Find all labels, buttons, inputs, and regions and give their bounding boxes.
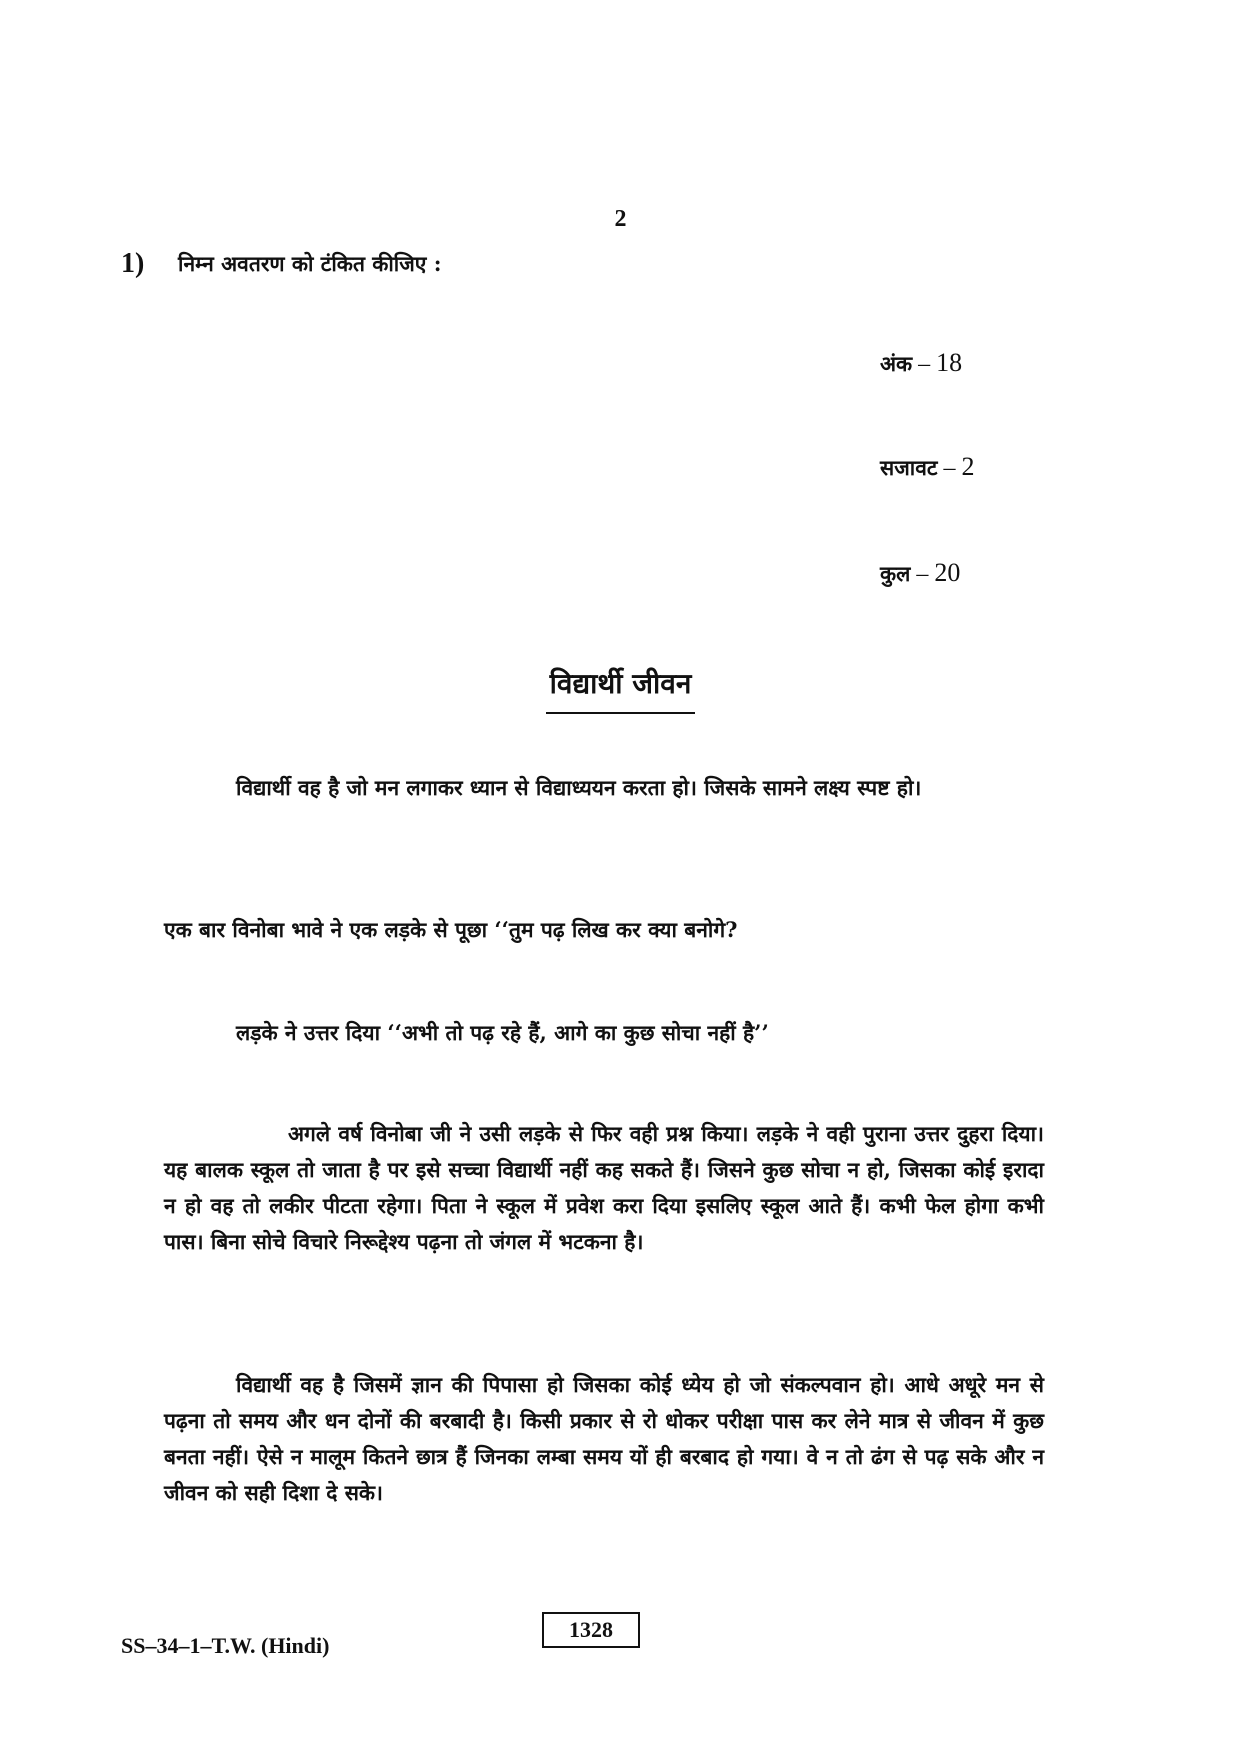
marks-label: सजावट: [880, 455, 938, 480]
paragraph: अगले वर्ष विनोबा जी ने उसी लड़के से फिर वही प्रश्न किया। लड़के ने वही पुराना उत्तर दुहरा दिया। यह बालक स्कूल तो जाता है पर इसे सच्चा विद्यार्थी नहीं कह सकते हैं। जिसने कुछ सोचा न हो, जिसका कोई इरादा न हो वह तो लकीर पीटता रहेगा। पिता ने स्कूल में प्रवेश करा दिया इसलिए स्कूल आते हैं। कभी फेल होगा कभी पास। बिना सोचे विचारे निरूद्देश्य पढ़ना तो जंगल में भटकना है।: [164, 1121, 1044, 1254]
passage-title: [0, 664, 1241, 714]
marks-separator: –: [916, 561, 929, 587]
paragraph: लड़के ने उत्तर दिया ‘‘अभी तो पढ़ रहे हैं, आगे का कुछ सोचा नहीं है’’: [236, 1020, 769, 1045]
marks-value: 20: [934, 558, 961, 587]
paragraph: एक बार विनोबा भावे ने एक लड़के से पूछा ‘‘तुम पढ़ लिख कर क्या बनोगे?: [164, 917, 738, 942]
footer-page-box: 1328: [542, 1612, 640, 1648]
marks-label: कुल: [880, 561, 911, 586]
footer-paper-code: SS–34–1–T.W. (Hindi): [121, 1633, 330, 1658]
marks-row-decoration: [880, 452, 974, 482]
marks-row-score: [880, 348, 962, 378]
page-number: 2: [614, 206, 627, 232]
paragraph: विद्यार्थी वह है जिसमें ज्ञान की पिपासा हो जिसका कोई ध्येय हो जो संकल्पवान हो। आधे अधूरे मन से पढ़ना तो समय और धन दोनों की बरबादी है। किसी प्रकार से रो धोकर परीक्षा पास कर लेने मात्र से जीवन में कुछ बनता नहीं। ऐसे न मालूम कितने छात्र हैं जिनका लम्बा समय यों ही बरबाद हो गया। वे न तो ढंग से पढ़ सके और न जीवन को सही दिशा दे सके।: [164, 1372, 1044, 1505]
passage-title-text: विद्यार्थी जीवन: [546, 664, 696, 714]
marks-separator: –: [918, 351, 931, 377]
paragraph: विद्यार्थी वह है जो मन लगाकर ध्यान से विद्याध्ययन करता हो। जिसके सामने लक्ष्य स्पष्ट हो।: [236, 775, 922, 800]
question-number: 1): [121, 248, 145, 279]
question-text: निम्न अवतरण को टंकित कीजिए :: [178, 251, 442, 276]
marks-label: अंक: [880, 351, 913, 376]
marks-value: 2: [961, 452, 975, 481]
marks-row-total: [880, 558, 960, 588]
marks-separator: –: [943, 455, 956, 481]
marks-value: 18: [936, 348, 963, 377]
